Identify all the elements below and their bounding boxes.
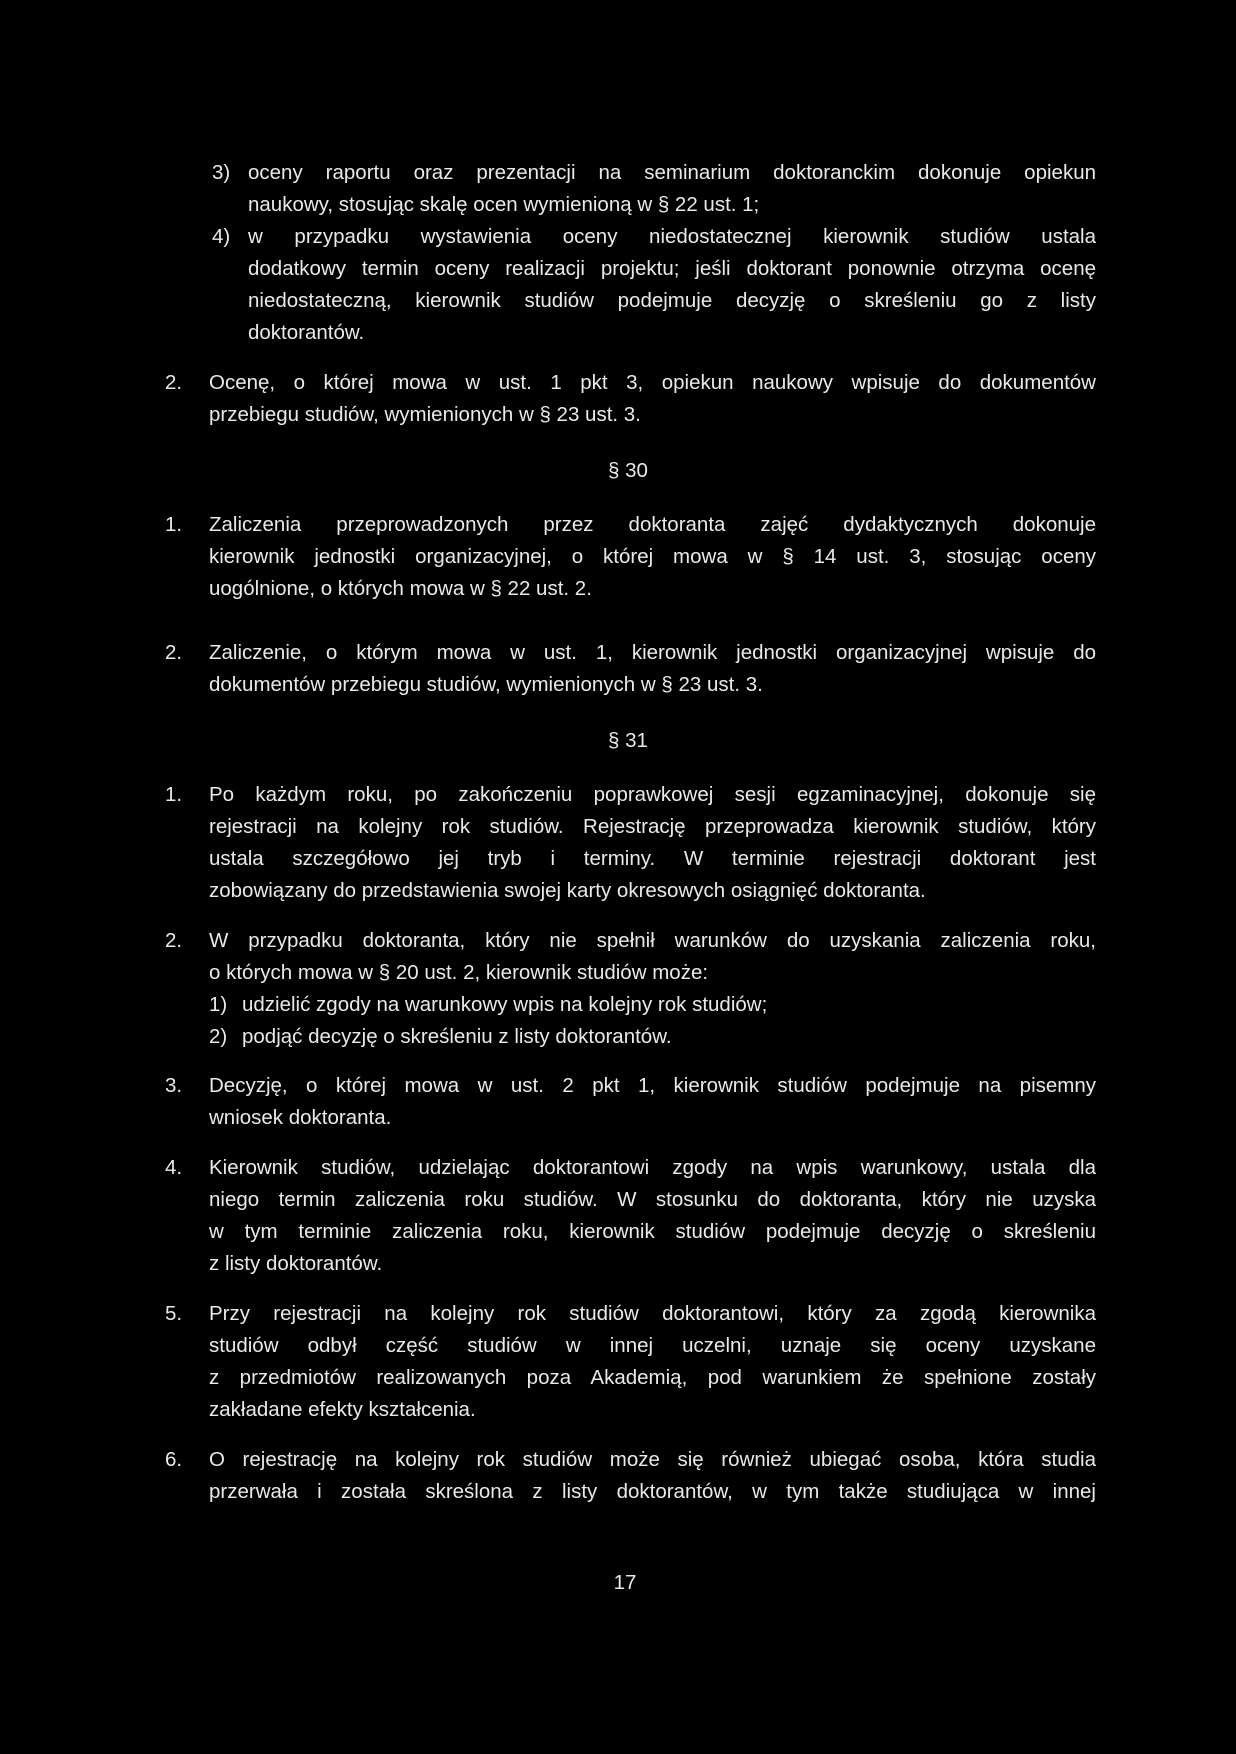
text-line: W przypadku doktoranta, który nie spełnił warunków do uzyskania zaliczenia roku, xyxy=(209,929,1096,952)
text-line: podjąć decyzję o skreśleniu z listy doktorantów. xyxy=(242,1025,672,1048)
section-heading: § 30 xyxy=(608,459,648,482)
text-line: doktorantów. xyxy=(248,321,365,344)
paragraph-number: 3. xyxy=(165,1074,183,1097)
text-line: dokumentów przebiegu studiów, wymienionych w § 23 ust. 3. xyxy=(209,673,763,696)
page-number: 17 xyxy=(613,1571,637,1594)
text-line: Kierownik studiów, udzielając doktorantowi zgody na wpis warunkowy, ustala dla xyxy=(209,1156,1096,1179)
paragraph-number: 6. xyxy=(165,1448,183,1471)
text-line: Zaliczenie, o którym mowa w ust. 1, kierownik jednostki organizacyjnej wpisuje do xyxy=(209,641,1096,664)
paragraph-number: 4. xyxy=(165,1156,183,1179)
text-line: Przy rejestracji na kolejny rok studiów doktorantowi, który za zgodą kierownika xyxy=(209,1302,1096,1325)
text-line: niego termin zaliczenia roku studiów. W stosunku do doktoranta, który nie uzyska xyxy=(209,1188,1096,1211)
text-line: naukowy, stosując skalę ocen wymienioną w § 22 ust. 1; xyxy=(248,193,760,216)
text-line: zobowiązany do przedstawienia swojej karty okresowych osiągnięć doktoranta. xyxy=(209,879,926,902)
list-number: 4) xyxy=(212,225,231,248)
text-line: zakładane efekty kształcenia. xyxy=(209,1398,476,1421)
text-line: oceny raportu oraz prezentacji na seminarium doktoranckim dokonuje opiekun xyxy=(248,161,1096,184)
list-number: 3) xyxy=(212,161,231,184)
text-line: ustala szczegółowo jej tryb i terminy. W terminie rejestracji doktorant jest xyxy=(209,847,1096,870)
text-line: rejestracji na kolejny rok studiów. Rejestrację przeprowadza kierownik studiów, który xyxy=(209,815,1096,838)
text-line: o których mowa w § 20 ust. 2, kierownik studiów może: xyxy=(209,961,709,984)
text-line: niedostateczną, kierownik studiów podejmuje decyzję o skreśleniu go z listy xyxy=(248,289,1096,312)
text-line: przebiegu studiów, wymienionych w § 23 ust. 3. xyxy=(209,403,641,426)
paragraph-number: 1. xyxy=(165,513,183,536)
text-line: z przedmiotów realizowanych poza Akademią, pod warunkiem że spełnione zostały xyxy=(209,1366,1096,1389)
text-line: O rejestrację na kolejny rok studiów może się również ubiegać osoba, która studia xyxy=(209,1448,1096,1471)
text-line: uogólnione, o których mowa w § 22 ust. 2. xyxy=(209,577,592,600)
text-line: przerwała i została skreślona z listy doktorantów, w tym także studiująca w innej xyxy=(209,1480,1096,1503)
paragraph-number: 5. xyxy=(165,1302,183,1325)
text-line: z listy doktorantów. xyxy=(209,1252,383,1275)
paragraph-number: 2. xyxy=(165,641,183,664)
paragraph-number: 1. xyxy=(165,783,183,806)
text-line: Po każdym roku, po zakończeniu poprawkowej sesji egzaminacyjnej, dokonuje się xyxy=(209,783,1096,806)
text-line: wniosek doktoranta. xyxy=(209,1106,392,1129)
text-line: kierownik jednostki organizacyjnej, o której mowa w § 14 ust. 3, stosując oceny xyxy=(209,545,1096,568)
text-line: w przypadku wystawienia oceny niedostatecznej kierownik studiów ustala xyxy=(248,225,1096,248)
section-heading: § 31 xyxy=(608,729,648,752)
text-line: dodatkowy termin oceny realizacji projektu; jeśli doktorant ponownie otrzyma ocenę xyxy=(248,257,1096,280)
list-number: 1) xyxy=(209,993,228,1016)
paragraph-number: 2. xyxy=(165,929,183,952)
text-line: udzielić zgody na warunkowy wpis na kolejny rok studiów; xyxy=(242,993,768,1016)
text-line: Zaliczenia przeprowadzonych przez doktoranta zajęć dydaktycznych dokonuje xyxy=(209,513,1096,536)
text-line: Decyzję, o której mowa w ust. 2 pkt 1, kierownik studiów podejmuje na pisemny xyxy=(209,1074,1096,1097)
text-line: studiów odbył część studiów w innej uczelni, uznaje się oceny uzyskane xyxy=(209,1334,1096,1357)
text-line: Ocenę, o której mowa w ust. 1 pkt 3, opiekun naukowy wpisuje do dokumentów xyxy=(209,371,1096,394)
paragraph-number: 2. xyxy=(165,371,183,394)
text-line: w tym terminie zaliczenia roku, kierownik studiów podejmuje decyzję o skreśleniu xyxy=(209,1220,1096,1243)
list-number: 2) xyxy=(209,1025,228,1048)
